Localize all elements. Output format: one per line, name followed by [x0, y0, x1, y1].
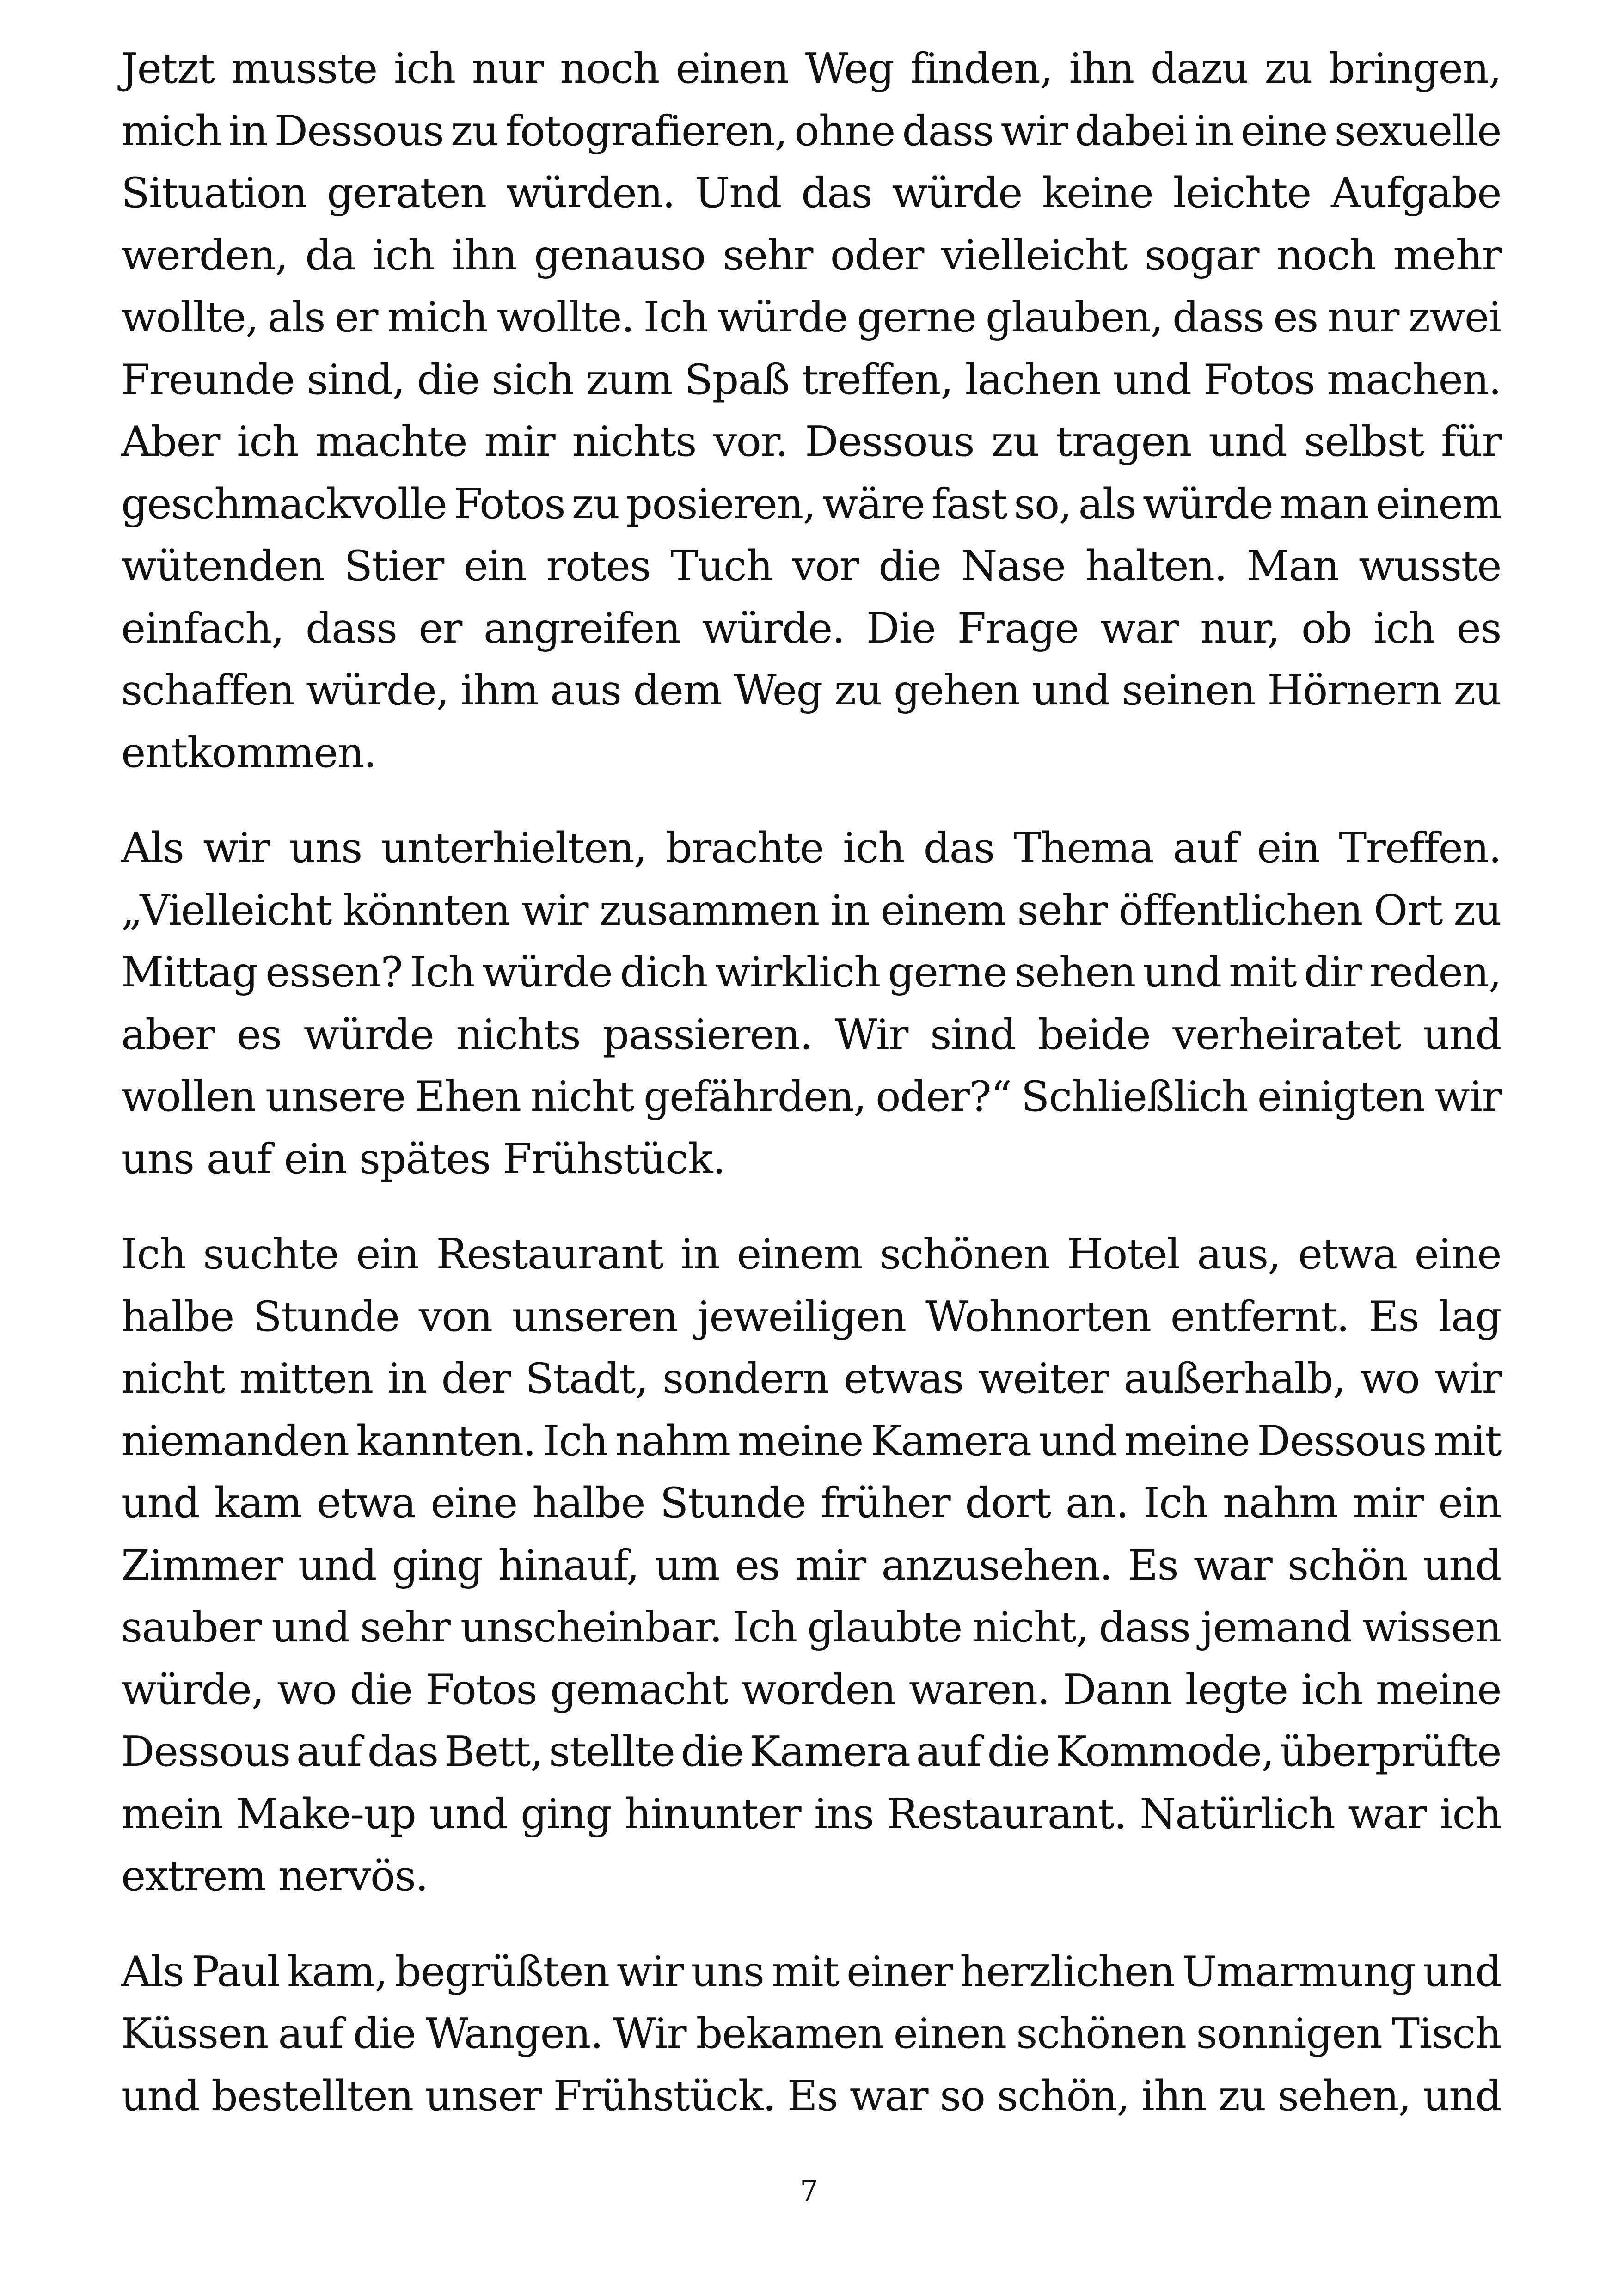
paragraph-4: [121, 1941, 1501, 2128]
text-line: Freunde sind, die sich zum Spaß treffen, lachen und Fotos machen.: [121, 355, 1501, 404]
text-line: mein Make-up und ging hinunter ins Restaurant. Natürlich war ich: [121, 1789, 1501, 1838]
text-line: aber es würde nichts passieren. Wir sind beide verheiratet und: [121, 1010, 1501, 1059]
text-line: Situation geraten würden. Und das würde keine leichte Aufgabe: [121, 169, 1501, 217]
text-line: einfach, dass er angreifen würde. Die Frage war nur, ob ich es: [121, 604, 1501, 653]
text-line: Küssen auf die Wangen. Wir bekamen einen schönen sonnigen Tisch: [121, 2009, 1501, 2058]
text-line: halbe Stunde von unseren jeweiligen Wohnorten entfernt. Es lag: [121, 1292, 1501, 1341]
text-line: niemanden kannten. Ich nahm meine Kamera und meine Dessous mit: [121, 1416, 1501, 1465]
text-line: und bestellten unser Frühstück. Es war so schön, ihn zu sehen, und: [121, 2071, 1501, 2120]
text-line: Zimmer und ging hinauf, um es mir anzusehen. Es war schön und: [121, 1541, 1501, 1590]
text-line: Als Paul kam, begrüßten wir uns mit einer herzlichen Umarmung und: [121, 1947, 1501, 1996]
body-text: [121, 38, 1501, 2161]
text-line: geschmackvolle Fotos zu posieren, wäre fast so, als würde man einem: [121, 479, 1501, 528]
text-line: extrem nervös.: [121, 1852, 428, 1900]
text-line: wollen unsere Ehen nicht gefährden, oder?“ Schließlich einigten wir: [121, 1072, 1501, 1121]
paragraph-2: [121, 817, 1501, 1190]
text-line: und kam etwa eine halbe Stunde früher dort an. Ich nahm mir ein: [121, 1479, 1501, 1527]
text-line: Aber ich machte mir nichts vor. Dessous zu tragen und selbst für: [121, 417, 1501, 466]
text-line: wütenden Stier ein rotes Tuch vor die Nase halten. Man wusste: [121, 542, 1501, 590]
text-line: Jetzt musste ich nur noch einen Weg finden, ihn dazu zu bringen,: [121, 44, 1501, 93]
text-line: Ich suchte ein Restaurant in einem schönen Hotel aus, etwa eine: [121, 1230, 1501, 1279]
text-line: mich in Dessous zu fotografieren, ohne dass wir dabei in eine sexuelle: [121, 106, 1501, 155]
text-line: entkommen.: [121, 728, 376, 777]
text-line: wollte, als er mich wollte. Ich würde gerne glauben, dass es nur zwei: [121, 293, 1501, 342]
paragraph-1: [121, 38, 1501, 784]
text-line: uns auf ein spätes Frühstück.: [121, 1134, 725, 1183]
text-line: „Vielleicht könnten wir zusammen in einem sehr öffentlichen Ort zu: [121, 886, 1501, 935]
paragraph-3: [121, 1224, 1501, 1908]
text-line: nicht mitten in der Stadt, sondern etwas weiter außerhalb, wo wir: [121, 1354, 1501, 1403]
text-line: sauber und sehr unscheinbar. Ich glaubte nicht, dass jemand wissen: [121, 1603, 1501, 1652]
text-line: Mittag essen? Ich würde dich wirklich gerne sehen und mit dir reden,: [121, 948, 1501, 997]
text-line: Dessous auf das Bett, stellte die Kamera auf die Kommode, überprüfte: [121, 1727, 1501, 1776]
text-line: würde, wo die Fotos gemacht worden waren. Dann legte ich meine: [121, 1665, 1501, 1714]
page-number: 7: [800, 2174, 818, 2208]
text-line: Als wir uns unterhielten, brachte ich das Thema auf ein Treffen.: [121, 824, 1501, 872]
text-line: werden, da ich ihn genauso sehr oder vielleicht sogar noch mehr: [121, 231, 1501, 280]
text-line: schaffen würde, ihm aus dem Weg zu gehen und seinen Hörnern zu: [121, 666, 1501, 715]
